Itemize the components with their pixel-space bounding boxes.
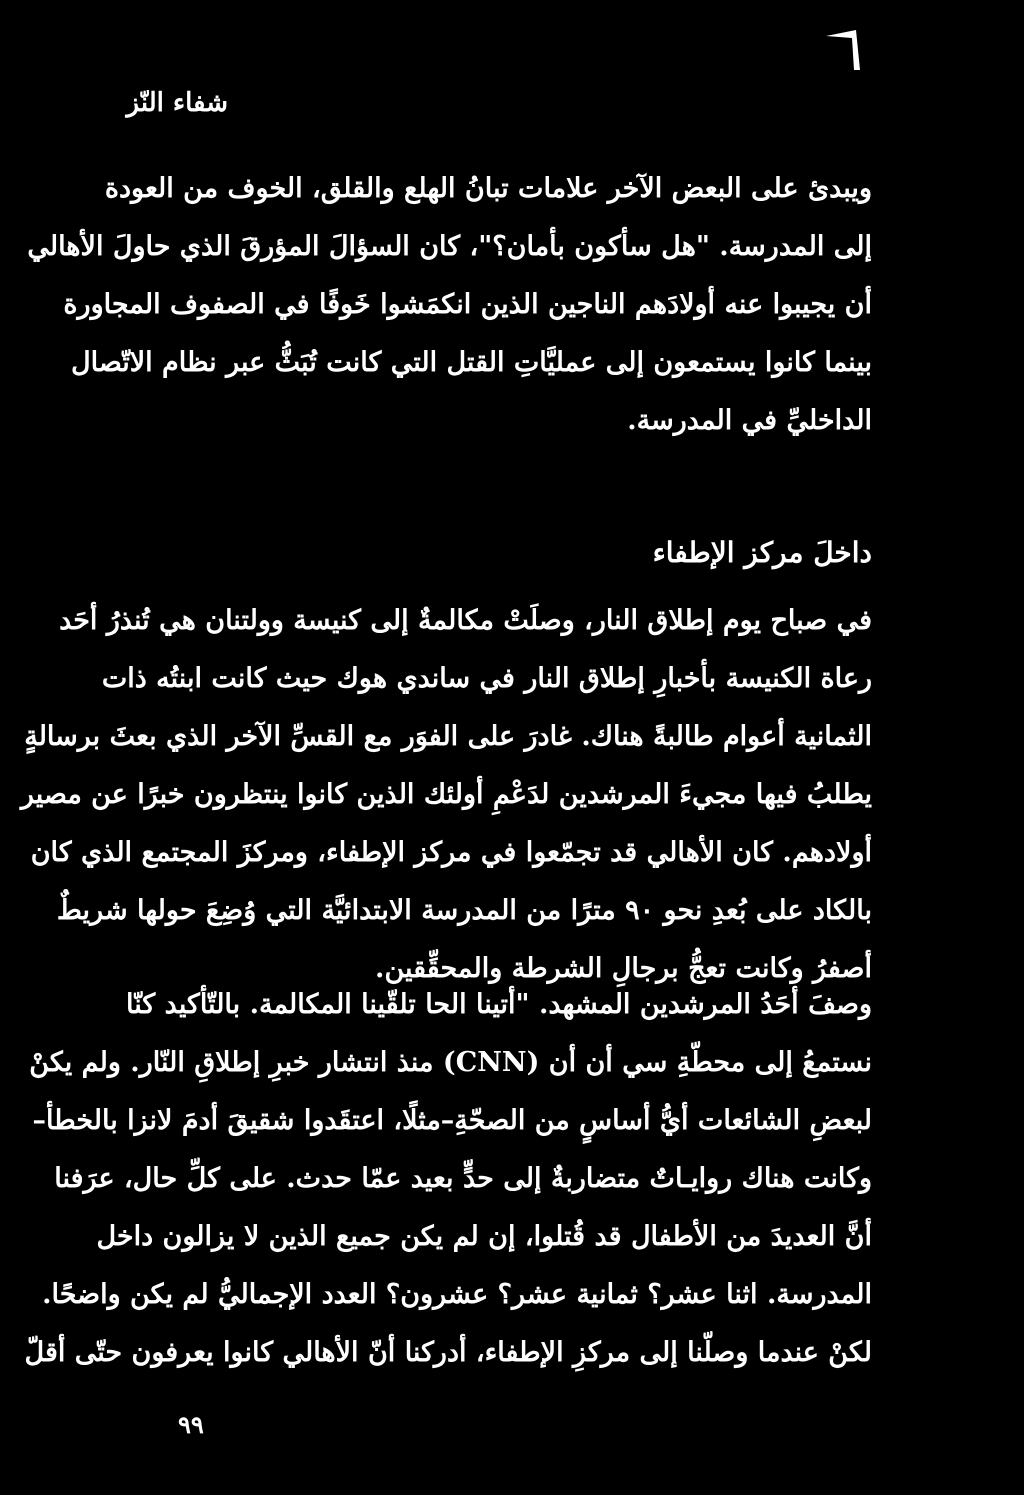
- text-line: ويبدئ على البعض الآخر علامات تبانُ الهلع والقلق، الخوف من العودة: [104, 173, 872, 204]
- text-line: إلى المدرسة. "هل سأكون بأمان؟"، كان السؤالَ المؤرقَ الذي حاولَ الأهالي: [27, 231, 872, 262]
- text-line: أصفرُ وكانت تعجُّ برجالِ الشرطة والمحقِّقين.: [375, 953, 872, 984]
- text-line: في صباح يوم إطلاق النار، وصلَتْ مكالمةٌ إلى كنيسة وولتنان هي تُنذرُ أحَد: [59, 605, 872, 636]
- text-line: الداخليِّ في المدرسة.: [627, 405, 872, 436]
- text-line: يطلبُ فيها مجيءَ المرشدين لدَعْمِ أولئك الذين كانوا ينتظرون خبرًا عن مصير: [20, 779, 872, 810]
- text-line: بالكاد على بُعدِ نحو ٩٠ مترًا من المدرسة الابتدائيَّة التي وُضِعَ حولها شريطٌ: [56, 895, 872, 926]
- section-heading: داخلَ مركز الإطفاء: [652, 536, 872, 569]
- text-line: المدرسة. اثنا عشر؟ ثمانية عشر؟ عشرون؟ العدد الإجماليُّ لم يكن واضحًا.: [42, 1279, 872, 1310]
- text-line: لبعضِ الشائعات أيُّ أساسٍ من الصحّةِ–مثلًا، اعتقَدوا شقيقَ أدمَ لانزا بالخطأ–: [32, 1105, 872, 1136]
- text-line: أن يجيبوا عنه أولادَهم الناجين الذين انكمَشوا خَوفًا في الصفوف المجاورة: [63, 289, 872, 320]
- text-line: أولادهم. كان الأهالي قد تجمّعوا في مركز الإطفاء، ومركزَ المجتمع الذي كان: [30, 837, 872, 868]
- text-line: وكانت هناك روايـاتٌ متضاربةٌ إلى حدٍّ بعيد عمّا حدث. على كلِّ حال، عرَفنا: [54, 1163, 872, 1194]
- paragraph-3: [24, 976, 872, 1382]
- text-line: لكنْ عندما وصلّنا إلى مركزِ الإطفاء، أدركنا أنّ الأهالي كانوا يعرفون حتّى أقلّ: [24, 1337, 872, 1368]
- text-line: الثمانية أعوام طالبةً هناك. غادرَ على الفوَر مع القسِّ الآخر الذي بعثَ برسالةٍ: [24, 721, 872, 752]
- text-line: رعاة الكنيسة بأخبارِ إطلاق النار في ساندي هوك حيث كانت ابنتُه ذات: [101, 663, 872, 694]
- corner-mark-icon: [826, 30, 860, 70]
- paragraph-1: [27, 160, 872, 450]
- page-number: ٩٩: [178, 1410, 204, 1439]
- text-line: نستمعُ إلى محطّةِ سي أن أن (CNN) منذ انتشار خبرِ إطلاقِ النّار. ولم يكنْ: [29, 1047, 872, 1078]
- text-line: بينما كانوا يستمعون إلى عمليَّاتِ القتل التي كانت تُبَثُّ عبر نظام الاتّصال: [70, 347, 872, 378]
- running-header: شفاء النّز: [126, 88, 228, 118]
- text-line: وصفَ أحَدُ المرشدين المشهد. "أتينا الحا تلقّينا المكالمة. بالتّأكيد كنّا: [126, 989, 872, 1020]
- paragraph-2: [20, 592, 872, 998]
- text-line: أنَّ العديدَ من الأطفال قد قُتلوا، إن لم يكن جميع الذين لا يزالون داخل: [96, 1221, 872, 1252]
